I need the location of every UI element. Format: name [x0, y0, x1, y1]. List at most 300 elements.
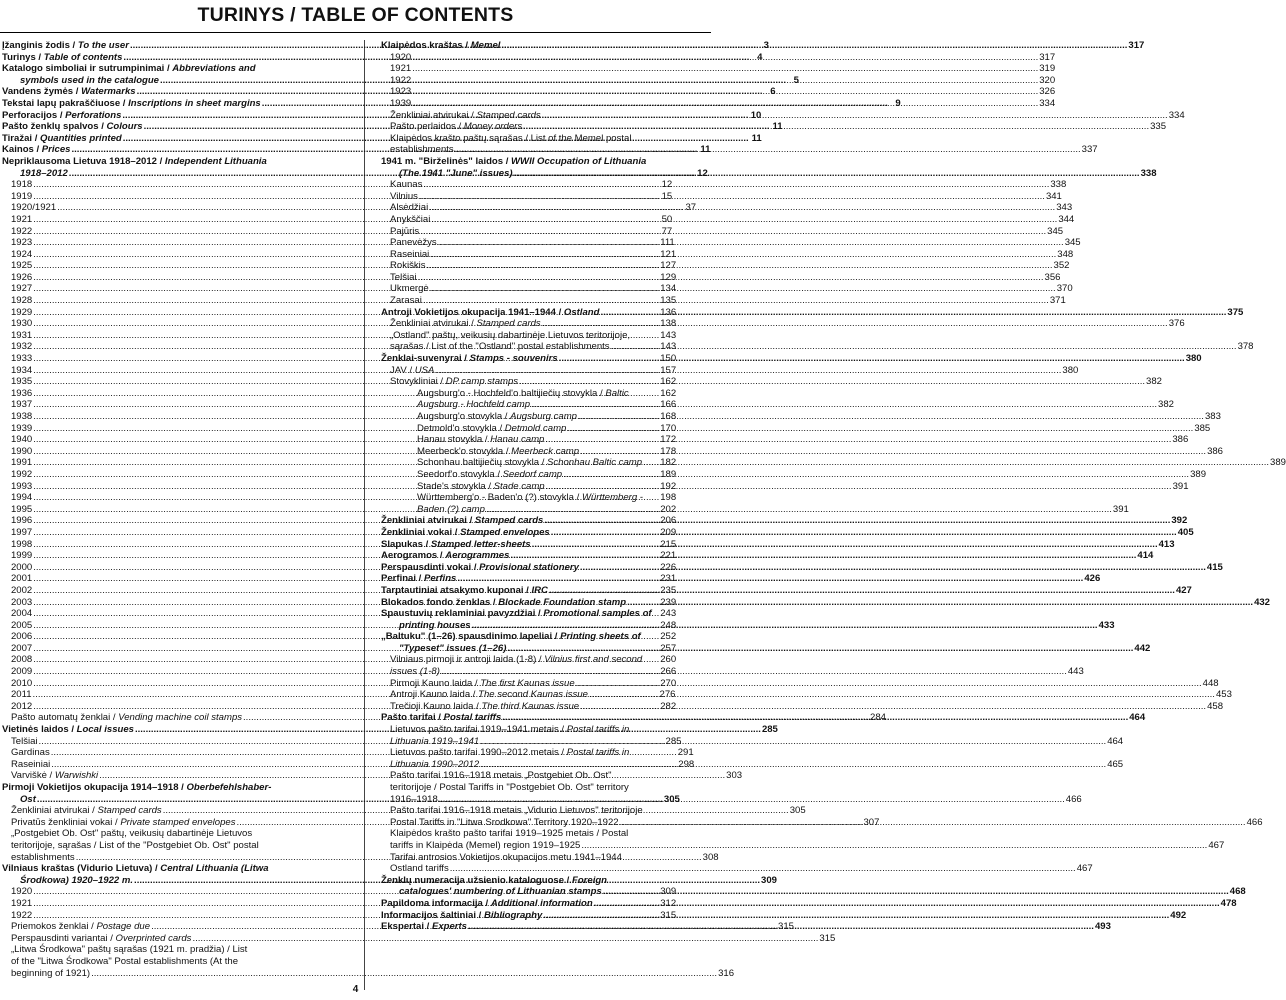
toc-entry-title: Privatūs ženkliniai vokai / Private stamped envelopes	[11, 816, 236, 828]
dot-leader	[559, 353, 1185, 365]
toc-entry-title: Tekstai lapų pakraščiuose / Inscriptions in sheet margins	[2, 97, 261, 109]
toc-entry[interactable]	[381, 422, 1211, 435]
toc-entry-page: 150	[660, 353, 677, 365]
toc-entry-title: 2012	[11, 700, 33, 712]
toc-entry-title: 2001	[11, 573, 33, 585]
toc-entry-title: 1926	[11, 271, 33, 283]
toc-entry-page: 334	[1168, 109, 1185, 121]
toc-entry-page: 252	[660, 631, 677, 643]
toc-entry-title: 1916–1918	[390, 793, 438, 805]
dot-leader	[519, 376, 1145, 388]
toc-entry[interactable]	[381, 306, 1244, 319]
toc-entry[interactable]	[381, 828, 1225, 851]
toc-entry-page: 168	[660, 411, 677, 422]
dot-leader	[580, 562, 1206, 574]
toc-entry-page: 50	[661, 213, 673, 225]
toc-entry-title: Hanau stovykla / Hanau camp	[417, 434, 545, 446]
toc-entry-page: 266	[660, 666, 677, 678]
toc-entry-page: 413	[1158, 538, 1175, 550]
toc-entry-page: 260	[660, 654, 677, 666]
dot-leader	[91, 968, 717, 980]
toc-entry[interactable]	[381, 492, 1129, 515]
toc-entry-title-line: Vilniaus pirmoji ir antroji laida (1-8) / Vilnius first and second	[390, 654, 643, 666]
toc-entry[interactable]	[381, 376, 1162, 388]
toc-entry-title: 1999	[11, 550, 33, 562]
toc-entry-title: Stovykliniai / DP camp stamps	[390, 376, 519, 388]
dot-leader	[427, 260, 1053, 272]
toc-entry-title: sąrašas / List of the "Ostland" postal establishments	[390, 341, 610, 353]
dot-leader	[532, 539, 1158, 551]
toc-entry[interactable]	[381, 538, 1175, 551]
toc-entry-page: 335	[1150, 121, 1167, 133]
dot-leader	[430, 283, 1056, 295]
dot-leader	[420, 226, 1046, 238]
toc-entry[interactable]	[381, 190, 1062, 203]
toc-entry-page: 189	[660, 468, 677, 480]
toc-entry-title: Detmold'o stovykla / Detmold camp	[417, 422, 567, 434]
toc-entry[interactable]	[381, 97, 1056, 110]
toc-entry-page: 305	[663, 793, 680, 805]
toc-entry[interactable]	[381, 353, 1202, 365]
toc-entry-page: 352	[1053, 260, 1070, 272]
toc-entry-page: 166	[660, 399, 677, 411]
toc-entry-title-line: Ženklų numeracija užsienio kataloguose / Foreign	[381, 874, 608, 886]
toc-entry[interactable]	[381, 225, 1064, 238]
toc-entry[interactable]	[381, 700, 1224, 713]
toc-entry-page: 344	[1058, 213, 1075, 225]
toc-entry-page: 378	[1237, 341, 1254, 353]
toc-entry-page: 127	[660, 260, 677, 272]
toc-entry-title: Pašto tarifai / Postal tariffs	[381, 712, 502, 724]
toc-entry-title: Slapukas / Stamped letter-sheets	[381, 538, 531, 550]
toc-entry-page: 77	[661, 225, 673, 237]
toc-entry-title: Ženkliniai atvirukai / Stamped cards	[381, 515, 544, 527]
dot-leader	[430, 249, 1056, 261]
toc-entry-page: 231	[660, 573, 677, 585]
toc-entry-page: 178	[660, 445, 677, 457]
toc-entry-title: Lithuania 1990–2012	[390, 758, 480, 770]
toc-entry-title: Pašto ženklų spalvos / Colours	[2, 121, 143, 133]
toc-entry-page: 382	[1146, 376, 1162, 388]
toc-entry-page: 356	[1044, 271, 1061, 283]
toc-entry-page: 143	[660, 329, 677, 341]
toc-entry-title-line: „Ostland" paštų, veikusių dabartinėje Lietuvos teritorijoje,	[390, 329, 631, 341]
toc-entry[interactable]	[381, 387, 1174, 411]
toc-entry-title: Pašto perlaidos / Money orders	[390, 121, 523, 133]
toc-entry-page: 209	[660, 526, 677, 538]
dot-leader	[423, 295, 1049, 307]
toc-entry-page: 343	[1056, 202, 1073, 214]
toc-entry-title: Ženkliniai atvirukai / Stamped cards	[11, 805, 162, 817]
toc-entry-title-line: „Baltuku" (1–26) spausdinimo lapeliai / Printing sheets of	[381, 631, 641, 643]
toc-entry-page: 309	[660, 886, 677, 898]
toc-entry[interactable]	[381, 550, 1154, 562]
toc-entry-title: Pašto automatų ženklai / Vending machine coil stamps	[11, 712, 243, 724]
toc-entry-title: Ostland tariffs	[390, 863, 449, 875]
toc-entry-page: 467	[1076, 863, 1093, 875]
toc-entry-title: Postal Tariffs in "Litwa Srodkowa" Territory 1920–1922	[390, 816, 619, 828]
toc-entry-title: (The 1941 "June" issues)	[399, 167, 513, 179]
toc-entry[interactable]	[381, 909, 1187, 922]
toc-entry-page: 111	[660, 237, 675, 249]
toc-entry-title: 1921	[11, 213, 33, 225]
toc-entry[interactable]	[381, 468, 1207, 481]
toc-entry-page: 315	[660, 909, 677, 921]
toc-entry-title: Papildoma informacija / Additional information	[381, 897, 593, 909]
toc-entry[interactable]	[381, 654, 1084, 678]
toc-entry-page: 157	[660, 364, 677, 376]
toc-entry-title: 1991	[11, 457, 33, 469]
dot-leader	[544, 515, 1170, 527]
toc-entry-title: 2006	[11, 631, 33, 643]
toc-entry[interactable]	[381, 213, 1075, 226]
toc-entry-page: 11	[700, 144, 711, 156]
toc-entry-page: 382	[1158, 399, 1174, 411]
toc-entry-page: 309	[761, 874, 777, 886]
toc-entry-title: 1923	[390, 86, 412, 98]
toc-entry-title-line: Klaipėdos krašto pašto tarifai 1919–1925 metais / Postal	[390, 828, 629, 840]
toc-entry-title: 1921	[390, 63, 412, 75]
toc-entry[interactable]	[381, 248, 1074, 261]
dot-leader	[441, 666, 1067, 678]
toc-entry-page: 315	[778, 921, 794, 933]
toc-entry-title: Gardinas	[11, 747, 50, 759]
toc-entry-title: 1918–2012	[20, 167, 68, 179]
toc-entry[interactable]	[381, 480, 1189, 493]
toc-entry-title: Schonhau baltijiečių stovykla / Schonhau Baltic camp	[417, 457, 643, 469]
dot-leader	[450, 863, 1076, 875]
toc-entry[interactable]	[381, 608, 1115, 631]
dot-leader	[419, 191, 1045, 203]
dot-leader	[480, 736, 1106, 748]
dot-leader	[514, 168, 1140, 180]
toc-entry-title: Aerogramos / Aerogrammes	[381, 550, 510, 562]
toc-entry-page: 467	[1208, 839, 1225, 851]
toc-entry-page: 405	[1177, 526, 1194, 538]
toc-entry-page: 303	[726, 770, 743, 782]
dot-leader	[192, 933, 818, 945]
toc-entry-title: 1920	[390, 51, 412, 63]
toc-entry[interactable]	[381, 179, 1067, 191]
toc-entry-title: Seedorf'o stovykla / Seedorf camp	[417, 468, 563, 480]
toc-entry-title-line: Spaustuvių reklaminiai pavyzdžiai / Promotional samples of	[381, 608, 652, 620]
toc-entry-title: 1927	[11, 283, 33, 295]
toc-entry-page: 143	[660, 341, 677, 353]
dot-leader	[543, 910, 1169, 922]
toc-entry-title: Ukmergė	[390, 283, 429, 295]
page-title: TURINYS / TABLE OF CONTENTS	[197, 4, 514, 26]
toc-entry[interactable]	[381, 318, 1185, 330]
toc-entry-title-line: Katalogo simboliai ir sutrumpinimai / Abbreviations and	[2, 63, 256, 75]
toc-entry-page: 235	[660, 584, 677, 596]
toc-entry-title: establishments	[11, 851, 75, 863]
toc-entry-title: Baden (?) camp	[417, 503, 485, 515]
toc-entry-page: 453	[1215, 689, 1232, 701]
toc-entry[interactable]	[381, 897, 1237, 910]
toc-entry-title: Tarptautiniai atsakymo kuponai / IRC	[381, 584, 548, 596]
dot-leader	[412, 98, 1038, 110]
toc-entry[interactable]	[381, 596, 1270, 609]
toc-entry-title: Pirmoji Kauno laida / The first Kaunas issue	[390, 677, 575, 689]
toc-entry-title: 2009	[11, 666, 33, 678]
dot-leader	[551, 527, 1177, 539]
toc-entry-page: 317	[1128, 40, 1145, 51]
toc-entry-title: Ekspertai / Experts	[381, 921, 467, 933]
toc-entry[interactable]	[381, 74, 1056, 87]
dot-leader	[439, 794, 1065, 806]
toc-entry-page: 385	[1194, 422, 1211, 434]
toc-entry[interactable]	[381, 411, 1221, 423]
dot-leader	[502, 712, 1128, 724]
toc-entry-title: Augsburg - Hochfeld camp	[417, 399, 531, 411]
toc-entry-title: 2007	[11, 642, 33, 654]
toc-entry-title: Priemokos ženklai / Postage due	[11, 921, 151, 933]
toc-entry-page: 443	[1067, 666, 1084, 678]
toc-entry-page: 248	[660, 619, 677, 631]
toc-entry-title: tariffs in Klaipėda (Memel) region 1919–1925	[390, 839, 581, 851]
toc-entry-title: 1995	[11, 503, 33, 515]
toc-entry-title: 2008	[11, 654, 33, 666]
toc-entry[interactable]	[381, 364, 1079, 377]
toc-entry-page: 432	[1254, 596, 1270, 608]
toc-entry-title: Kaunas	[390, 179, 423, 191]
toc-entry-title: 1993	[11, 480, 33, 492]
dot-leader	[457, 573, 1083, 585]
toc-entry-page: 478	[1220, 897, 1237, 909]
toc-entry-page: 415	[1206, 561, 1223, 573]
toc-entry-title: 1994	[11, 492, 33, 504]
toc-entry-title: Perfinai / Perfins	[381, 573, 457, 585]
toc-entry-title: Ženkliniai atvirukai / Stamped cards	[390, 318, 541, 330]
toc-entry-title: establishments	[390, 144, 454, 156]
toc-entry-page: 170	[660, 422, 677, 434]
toc-entry-title: 1922	[11, 225, 33, 237]
toc-entry-page: 468	[1229, 886, 1246, 898]
toc-entry-page: 276	[659, 689, 676, 701]
toc-entry-title: 1929	[11, 306, 33, 318]
toc-entry-title: 1934	[11, 364, 33, 376]
toc-entry-page: 9	[895, 97, 901, 109]
toc-entry-page: 182	[660, 457, 677, 469]
toc-entry-page: 307	[863, 816, 880, 828]
toc-entry-title: Panevėžys	[390, 237, 437, 249]
toc-entry-page: 376	[1168, 318, 1185, 330]
toc-entry-title: symbols used in the catalogue	[20, 74, 159, 86]
toc-entry-title: Vilnius	[390, 190, 418, 202]
toc-entry-page: 5	[793, 74, 799, 86]
toc-entry-title: 1924	[11, 248, 33, 260]
toc-entry-title: 1939	[11, 422, 33, 434]
toc-entry[interactable]	[381, 631, 1151, 654]
dot-leader	[563, 469, 1189, 481]
dot-leader	[627, 597, 1253, 609]
toc-entry-title: 1919	[11, 190, 33, 202]
toc-entry-page: 202	[660, 503, 677, 515]
toc-entry[interactable]	[381, 747, 1124, 770]
toc-entry-title: 1925	[11, 260, 33, 272]
toc-entry-title: Rokiškis	[390, 260, 426, 272]
toc-entry[interactable]	[381, 689, 1232, 701]
toc-entry-page: 134	[660, 283, 677, 295]
toc-entry-title: 1996	[11, 515, 33, 527]
toc-entry[interactable]	[381, 445, 1223, 458]
toc-entry[interactable]	[2, 932, 836, 945]
toc-entry-page: 138	[660, 318, 677, 330]
dot-leader	[611, 341, 1237, 353]
toc-entry-title: 1935	[11, 376, 33, 388]
dot-leader	[468, 921, 1094, 933]
toc-entry-title: 2003	[11, 596, 33, 608]
toc-entry-title: 1923	[11, 237, 33, 249]
toc-entry[interactable]	[381, 515, 1188, 527]
toc-entry-page: 348	[1057, 248, 1074, 260]
toc-entry-title-line: Klaipėdos krašto paštų sąrašas / List of the Memel postal	[390, 132, 632, 144]
toc-entry-title: 1990	[11, 445, 33, 457]
toc-entry-page: 136	[660, 306, 677, 318]
toc-entry-title: Ženkliniai vokai / Stamped envelopes	[381, 526, 550, 538]
toc-entry-title-line: Nepriklausoma Lietuva 1918–2012 / Independent Lithuania	[2, 155, 267, 167]
toc-entry-page: 448	[1202, 677, 1219, 689]
toc-entry-title: 2010	[11, 677, 33, 689]
toc-entry[interactable]	[381, 561, 1223, 574]
toc-entry-title: Zarasai	[390, 295, 422, 307]
toc-entry-title: Įžanginis žodis / To the user	[2, 40, 129, 51]
toc-entry-title-line: Augsburg'o - Hochfeld'o baltijiečių stovykla / Baltic	[417, 387, 629, 399]
toc-entry-title: 2005	[11, 619, 33, 631]
toc-entry[interactable]	[381, 237, 1081, 249]
toc-entry-title-line: „Litwa Środkowa" paštų sąrašas (1921 m. pradžia) / List	[11, 944, 248, 956]
dot-leader	[507, 643, 1133, 655]
toc-entry[interactable]	[381, 202, 1073, 214]
toc-entry[interactable]	[381, 295, 1066, 307]
toc-entry[interactable]	[381, 573, 1101, 585]
toc-entry-title: Perspausdinti vokai / Provisional stationery	[381, 561, 579, 573]
toc-entry-page: 10	[750, 109, 762, 121]
toc-entry-title: Stade's stovykla / Stade camp	[417, 480, 545, 492]
toc-entry-title: Antroji Kauno laida / The second Kaunas issue	[390, 689, 588, 701]
toc-entry-page: 458	[1207, 700, 1224, 712]
toc-entry-title: issues (1-8)	[390, 666, 440, 678]
title-rule	[0, 32, 711, 33]
toc-entry-title: Perforacijos / Perforations	[2, 109, 122, 121]
toc-entry-title-line: Pirmoji Vokietijos okupacija 1914–1918 / Oberbefehlshaber-	[2, 782, 272, 793]
toc-entry-page: 315	[819, 932, 836, 944]
toc-entry[interactable]	[381, 526, 1194, 539]
toc-entry-title: Anykščiai	[390, 213, 431, 225]
toc-entry-page: 270	[660, 677, 677, 689]
toc-entry-title: Ženkliniai atvirukai / Stamped cards	[390, 109, 541, 121]
toc-entry-title: Pajūris	[390, 225, 420, 237]
toc-entry-page: 337	[1081, 144, 1098, 156]
toc-entry-page: 285	[665, 735, 682, 747]
toc-entry-page: 11	[772, 121, 783, 133]
toc-entry-title: 1998	[11, 538, 33, 550]
toc-entry-page: 338	[1140, 167, 1157, 179]
dot-leader	[603, 886, 1229, 898]
toc-entry[interactable]	[381, 63, 1056, 75]
toc-entry-page: 433	[1098, 619, 1115, 631]
toc-entry-title: Telšiai	[390, 271, 417, 283]
toc-entry-title: 1921	[11, 897, 33, 909]
toc-entry[interactable]	[381, 584, 1192, 597]
toc-entry-page: 464	[1129, 712, 1146, 724]
toc-entry-title: "Typeset" issues (1–26)	[399, 642, 507, 654]
toc-entry-title: 1992	[11, 468, 33, 480]
toc-entry[interactable]	[381, 677, 1219, 690]
toc-entry[interactable]	[381, 271, 1061, 284]
toc-entry-title: Środkowa) 1920–1922 m.	[20, 874, 134, 886]
toc-entry[interactable]	[381, 457, 1286, 469]
toc-entry-page: 11	[751, 132, 762, 144]
toc-entry-page: 312	[660, 897, 677, 909]
toc-entry-page: 226	[660, 561, 677, 573]
toc-entry-title: Varviškė / Warwishki	[11, 770, 99, 782]
dot-leader	[546, 481, 1172, 493]
toc-entry[interactable]	[381, 86, 1056, 98]
toc-entry-title-line: Württemberg'o - Baden'o (?) stovykla / Württemberg -	[417, 492, 643, 504]
toc-entry-page: 345	[1064, 237, 1081, 249]
toc-entry-page: 493	[1094, 921, 1111, 933]
toc-entry-title-line: Pašto tarifai 1916–1918 metais „Postgebiet Ob. Ost"	[390, 770, 612, 782]
dot-leader	[620, 817, 1246, 829]
dot-leader	[600, 307, 1226, 319]
toc-entry-title: Tiražai / Quantities printed	[2, 132, 122, 144]
toc-entry[interactable]	[381, 51, 1056, 64]
dot-leader	[576, 678, 1202, 690]
dot-leader	[589, 689, 1215, 701]
toc-entry-title: Vandens žymės / Watermarks	[2, 86, 136, 98]
toc-entry-title: 1922	[11, 909, 33, 921]
toc-entry-title: Informacijos šaltiniai / Bibliography	[381, 909, 543, 921]
toc-entry-page: 492	[1170, 909, 1187, 921]
toc-entry-title: 1933	[11, 353, 33, 365]
toc-entry-title: Antroji Vokietijos okupacija 1941–1944 / Ostland	[381, 306, 600, 318]
toc-entry-page: 370	[1056, 283, 1073, 295]
dot-leader	[412, 52, 1038, 64]
toc-entry-page: 12	[697, 167, 708, 179]
toc-entry-title: 1931	[11, 329, 33, 341]
toc-entry-title: Augsburg'o stovykla / Augsburg camp	[417, 411, 577, 422]
toc-entry-title: Trečioji Kauno laida / The third Kaunas issue	[390, 700, 580, 712]
toc-entry-page: 308	[702, 851, 719, 863]
dot-leader	[418, 272, 1044, 284]
toc-entry-title: Raseiniai	[11, 758, 51, 770]
toc-entry[interactable]	[2, 944, 735, 979]
toc-entry-title: Raseiniai	[390, 248, 430, 260]
dot-leader	[486, 504, 1112, 516]
toc-entry[interactable]	[381, 329, 1254, 353]
toc-entry-title-line: Vilniaus kraštas (Vidurio Lietuva) / Central Lithuania (Litwa	[2, 863, 269, 875]
toc-entry[interactable]	[381, 434, 1189, 446]
toc-entry-page: 305	[789, 805, 806, 817]
toc-entry-title: 1932	[11, 341, 33, 353]
dot-leader	[581, 840, 1207, 852]
toc-entry-page: 334	[1039, 97, 1056, 109]
toc-entry-page: 389	[1190, 468, 1207, 480]
dot-leader	[435, 365, 1061, 377]
toc-entry-page: 383	[1204, 411, 1221, 422]
toc-entry-page: 135	[660, 295, 677, 307]
toc-entry[interactable]	[381, 260, 1070, 272]
toc-entry-page: 386	[1207, 445, 1223, 457]
toc-entry[interactable]	[381, 40, 1145, 52]
dot-leader	[542, 318, 1168, 330]
toc-entry-page: 206	[660, 515, 677, 527]
toc-entry-title-line: 1941 m. "Birželinės" laidos / WWII Occupation of Lithuania	[381, 155, 647, 167]
dot-leader	[580, 446, 1206, 458]
toc-entry[interactable]	[381, 283, 1073, 295]
toc-entry-page: 284	[870, 712, 886, 724]
